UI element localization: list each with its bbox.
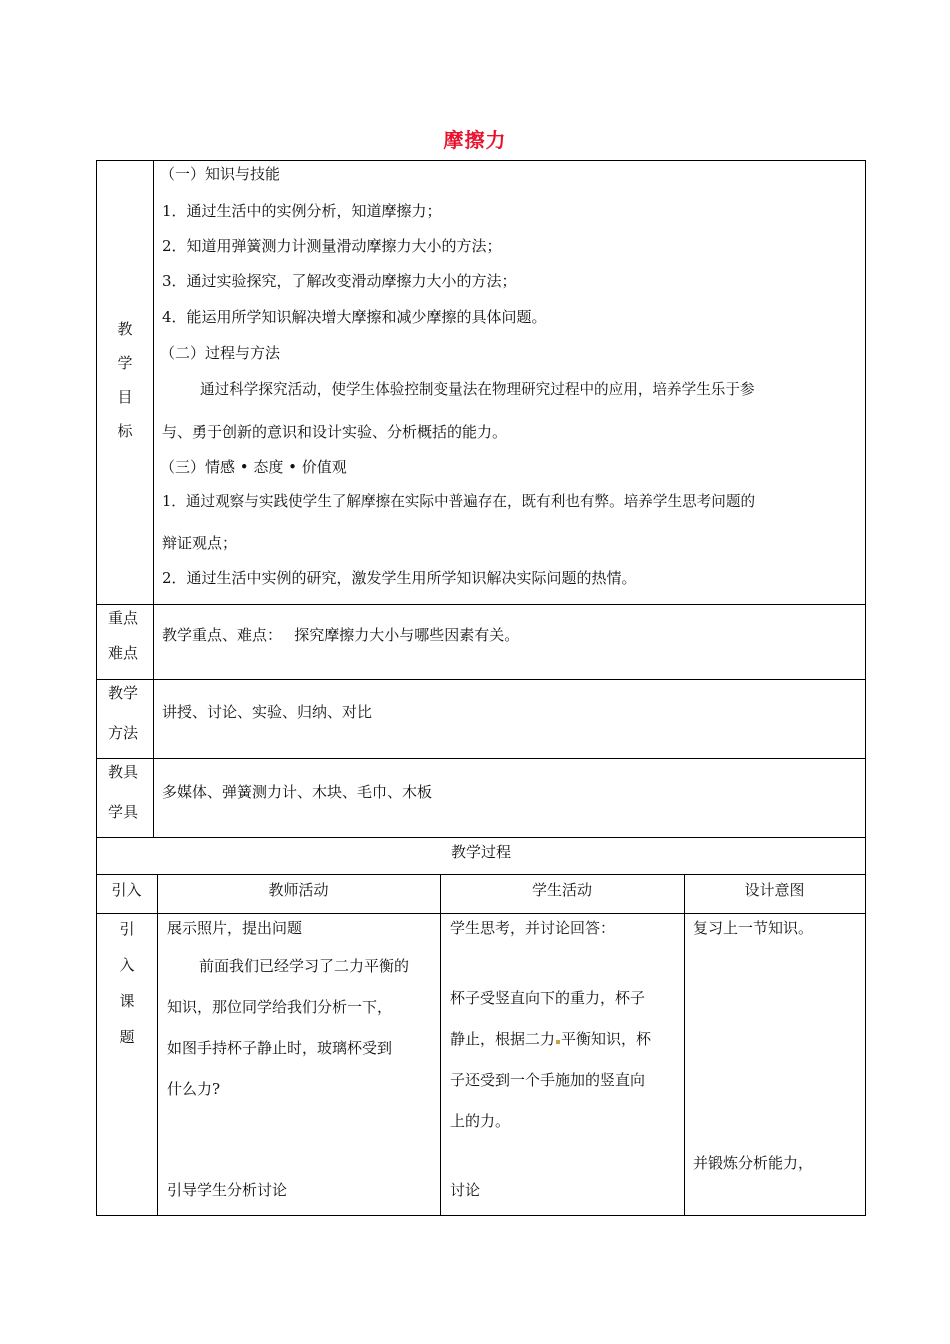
stage-label-char: 引 <box>119 920 135 938</box>
column-header-intro: 引入 <box>111 881 142 899</box>
teacher-line: 知识，那位同学给我们分析一下， <box>167 998 393 1016</box>
objective-line: 辩证观点； <box>162 534 238 552</box>
stage-label-char: 入 <box>119 956 135 974</box>
objective-line: 2．知道用弹簧测力计测量滑动摩擦力大小的方法； <box>162 237 502 255</box>
student-line: 杯子受竖直向下的重力，杯子 <box>450 989 646 1007</box>
student-line: 静止，根据二力 <box>450 1030 556 1048</box>
objective-line: 2．通过生活中实例的研究，激发学生用所学知识解决实际问题的热情。 <box>162 569 637 587</box>
objective-line: 1．通过观察与实践使学生了解摩擦在实际中普遍存在，既有利也有弊。培养学生思考问题的 <box>162 493 756 510</box>
column-header-student: 学生活动 <box>531 881 592 899</box>
methods-text: 讲授、讨论、实验、归纳、对比 <box>162 703 373 721</box>
objective-line: 3．通过实验探究，了解改变滑动摩擦力大小的方法； <box>162 272 517 290</box>
design-line: 并锻炼分析能力， <box>693 1154 814 1172</box>
tools-label: 学具 <box>108 803 139 821</box>
student-line-mixed <box>450 1029 651 1049</box>
methods-label: 方法 <box>108 724 139 742</box>
stage-label-char: 课 <box>119 992 135 1010</box>
teacher-line: 前面我们已经学习了二力平衡的 <box>199 957 410 975</box>
teacher-line: 展示照片，提出问题 <box>167 919 303 937</box>
page-title: 摩擦力 <box>443 128 507 152</box>
objectives-label <box>110 318 140 454</box>
objectives-label-char: 教 <box>117 320 133 338</box>
key-points-label: 难点 <box>108 644 139 662</box>
column-header-teacher: 教师活动 <box>268 881 329 899</box>
stage-label <box>112 918 142 1062</box>
key-points-text: 教学重点、难点： 探究摩擦力大小与哪些因素有关。 <box>162 626 520 644</box>
key-points-label: 重点 <box>108 609 139 627</box>
objective-heading: （一）知识与技能 <box>160 165 281 183</box>
objectives-label-char: 标 <box>117 422 133 440</box>
teacher-line: 引导学生分析讨论 <box>167 1181 288 1199</box>
teacher-line: 如图手持杯子静止时，玻璃杯受到 <box>167 1039 393 1057</box>
objective-line: 与、勇于创新的意识和设计实验、分析概括的能力。 <box>162 423 508 441</box>
student-line: 平衡知识，杯 <box>561 1030 652 1048</box>
teacher-line: 什么力? <box>167 1080 221 1098</box>
tools-text: 多媒体、弹簧测力计、木块、毛巾、木板 <box>162 783 433 801</box>
objectives-label-char: 目 <box>117 388 133 406</box>
stage-label-char: 题 <box>119 1028 135 1046</box>
highlight-mark <box>556 1040 560 1044</box>
methods-label: 教学 <box>108 684 139 702</box>
objective-heading: （二）过程与方法 <box>160 344 281 362</box>
student-line: 子还受到一个手施加的竖直向 <box>450 1071 646 1089</box>
student-line: 上的力。 <box>450 1112 511 1130</box>
objective-line: 4．能运用所学知识解决增大摩擦和减少摩擦的具体问题。 <box>162 308 547 326</box>
student-line: 讨论 <box>450 1181 481 1199</box>
tools-label: 教具 <box>108 763 139 781</box>
design-line: 复习上一节知识。 <box>693 919 814 937</box>
column-header-design: 设计意图 <box>744 881 805 899</box>
objective-heading: （三）情感 • 态度 • 价值观 <box>160 458 347 476</box>
objective-line: 1．通过生活中的实例分析，知道摩擦力； <box>162 202 442 220</box>
objective-line: 通过科学探究活动，使学生体验控制变量法在物理研究过程中的应用，培养学生乐于参 <box>200 381 755 398</box>
objectives-label-char: 学 <box>117 354 133 372</box>
process-heading: 教学过程 <box>450 843 511 861</box>
student-line: 学生思考，并讨论回答： <box>450 919 616 937</box>
